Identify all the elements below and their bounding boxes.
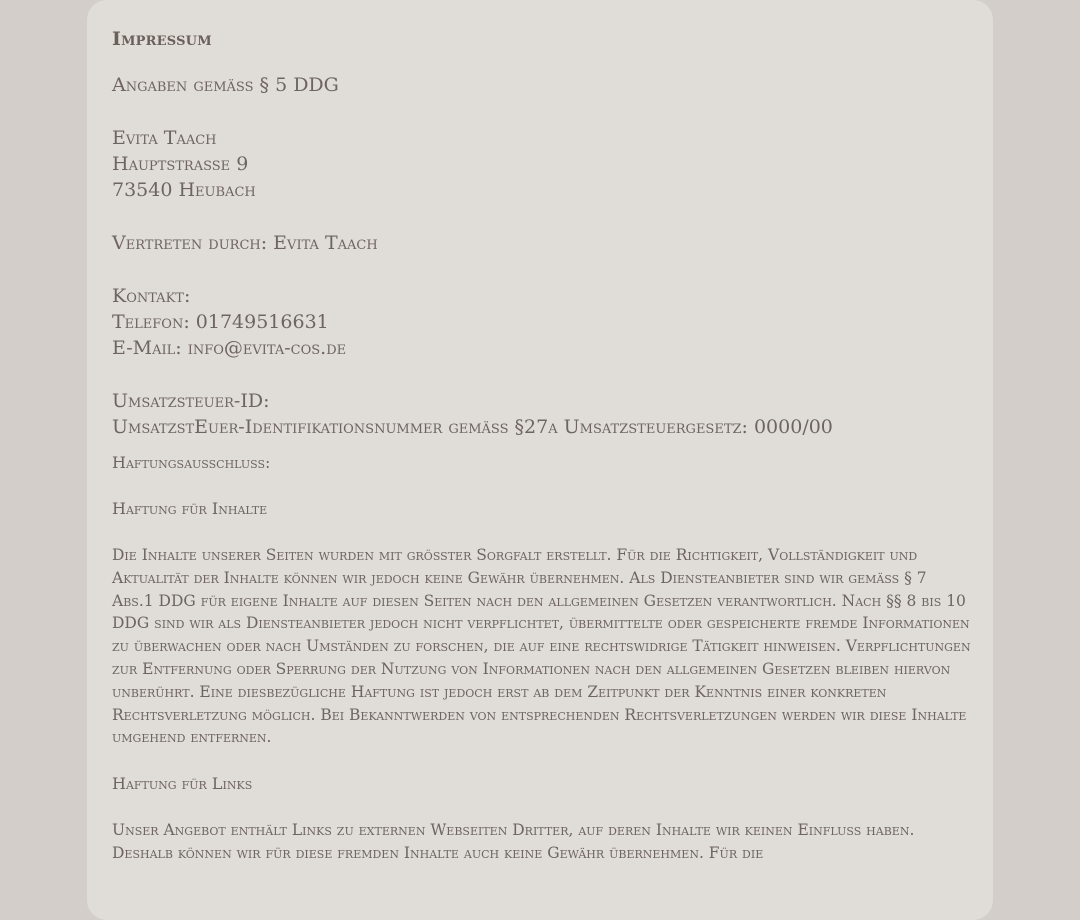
content-liability-heading: Haftung für Inhalte	[112, 499, 268, 518]
tax-line: UmsatzstEuer-Identifikationsnummer gemäß §27a Umsatzsteuergesetz: 0000/00	[112, 416, 833, 438]
page-title: Impressum	[112, 28, 212, 50]
content-liability-text: Die Inhalte unserer Seiten wurden mit größter Sorgfalt erstellt. Für die Richtigkeit, Vollständigkeit und Aktualität der Inhalte können wir jedoch keine Gewähr übernehmen. Als Diensteanbieter sind wir gemäß § 7 Abs.1 DDG für eigene Inhalte auf diesen Seiten nach den allgemeinen Gesetzen verantwortlich. Nach §§ 8 bis 10 DDG sind wir als Diensteanbieter jedoch nicht verpflichtet, übermittelte oder gespeicherte fremde Informationen zu überwachen oder nach Umständen zu forschen, die auf eine rechtswidrige Tätigkeit hinweisen. Verpflichtungen zur Entfernung oder Sperrung der Nutzung von Informationen nach den allgemeinen Gesetzen bleiben hiervon unberührt. Eine diesbezügliche Haftung ist jedoch erst ab dem Zeitpunkt der Kenntnis einer konkreten Rechtsverletzung möglich. Bei Bekanntwerden von entsprechenden Rechtsverletzungen werden wir diese Inhalte umgehend entfernen.	[112, 546, 971, 747]
address-name: Evita Taach	[112, 127, 217, 149]
tax-heading: Umsatzsteuer-ID:	[112, 390, 270, 412]
contact-phone: Telefon: 01749516631	[112, 311, 329, 333]
represented-by: Vertreten durch: Evita Taach	[112, 232, 378, 254]
address-city: 73540 Heubach	[112, 179, 256, 201]
links-liability-text: Unser Angebot enthält Links zu externen Webseiten Dritter, auf deren Inhalte wir keinen Einfluss haben. Deshalb können wir für diese fremden Inhalte auch keine Gewähr übernehmen. Für die	[112, 821, 915, 862]
disclaimer-heading: Haftungsausschluss:	[112, 453, 271, 472]
intro-line: Angaben gemäß § 5 DDG	[112, 74, 339, 96]
contact-email[interactable]: E-Mail: info@evita-cos.de	[112, 337, 347, 359]
contact-heading: Kontakt:	[112, 285, 191, 307]
impressum-card	[87, 0, 993, 920]
address-street: Hauptstraße 9	[112, 153, 249, 175]
links-liability-heading: Haftung für Links	[112, 774, 253, 794]
